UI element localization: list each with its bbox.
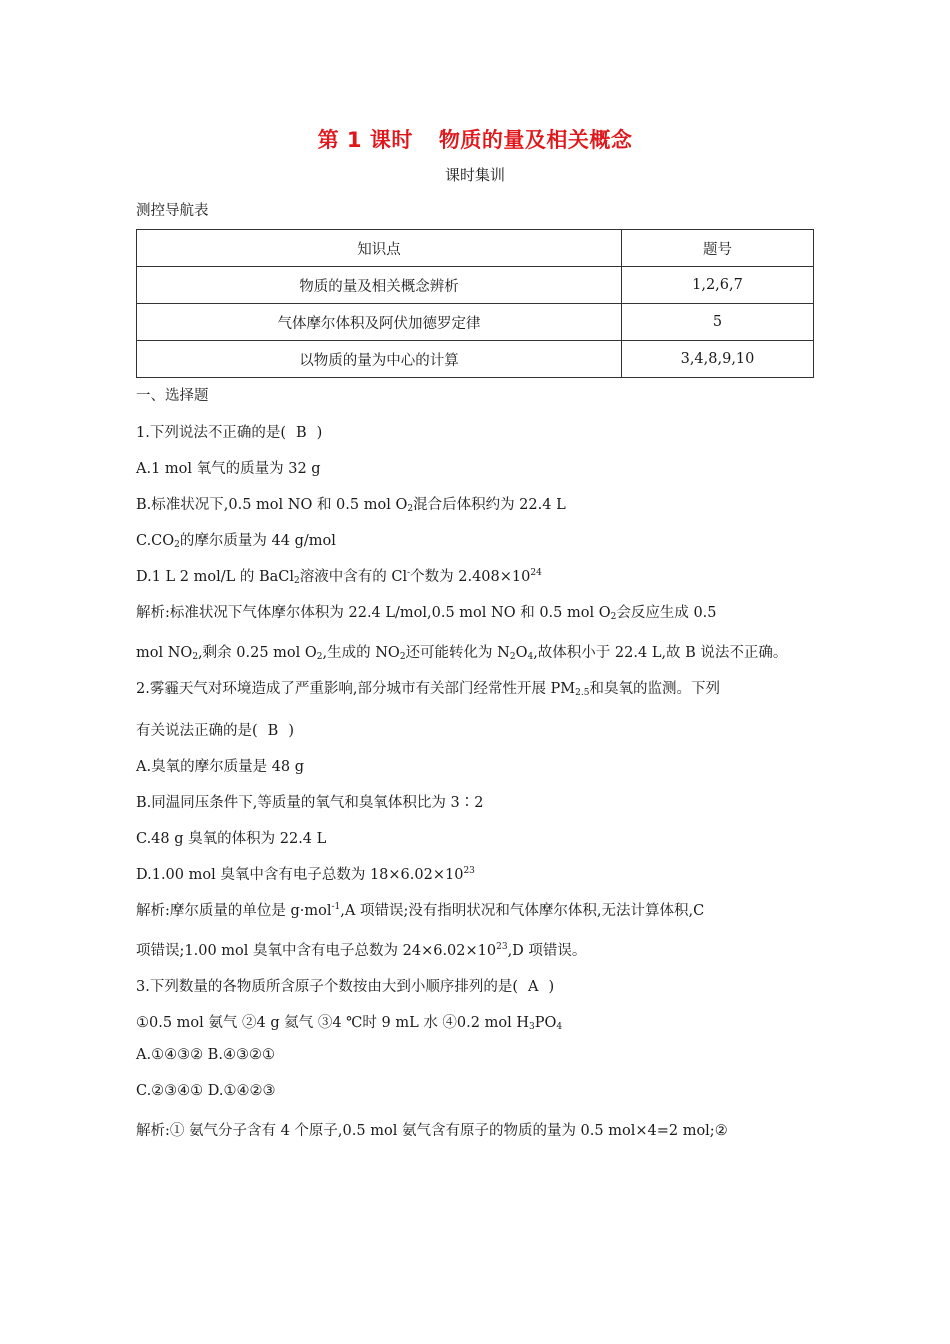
navigation-table xyxy=(136,229,814,378)
question-1-stem: 1.下列说法不正确的是( B ) xyxy=(136,425,323,441)
section-heading: 一、选择题 xyxy=(136,388,209,404)
question-3-items: ①0.5 mol 氨气 ②4 g 氦气 ③4 ℃时 9 mL 水 ④0.2 mol $H_3PO_4$ xyxy=(136,1015,563,1032)
question-3-answer: A xyxy=(528,979,539,995)
table-cell-number: 3,4,8,9,10 xyxy=(622,341,814,378)
question-3-options-ab: A.①④③② B.④③②① xyxy=(136,1047,275,1063)
table-cell-topic: 气体摩尔体积及阿伏加德罗定律 xyxy=(137,304,622,341)
question-3-stem: 3.下列数量的各物质所含原子个数按由大到小顺序排列的是( A ) xyxy=(136,979,555,995)
table-header-row xyxy=(137,230,814,267)
title-topic: 物质的量及相关概念 xyxy=(438,128,633,152)
table-cell-number: 5 xyxy=(622,304,814,341)
question-1-option-c: $C.CO_2$的摩尔质量为 44 g/mol xyxy=(136,533,336,550)
page-subtitle: 课时集训 xyxy=(444,166,505,184)
question-2-stem-line2: 有关说法正确的是( B ) xyxy=(136,723,294,739)
question-2-explanation-line1: 解析:摩尔质量的单位是 g·mol$^{-1}$,A 项错误;没有指明状况和气体摩尔体积,无法计算体积,C xyxy=(136,902,705,919)
page-title xyxy=(0,124,950,154)
question-1-answer: B xyxy=(296,425,307,441)
nav-table-label: 测控导航表 xyxy=(136,203,209,219)
question-1-explanation-line1: 解析:标准状况下气体摩尔体积为 22.4 L/mol,0.5 mol NO 和 0.5 mol $O_2$会反应生成 0.5 xyxy=(136,605,717,622)
table-row xyxy=(137,304,814,341)
question-2-stem-line1: 2.雾霾天气对环境造成了严重影响,部分城市有关部门经常性开展 $PM_{2.5}$和臭氧的监测。下列 xyxy=(136,681,720,698)
question-1-explanation-line2: mol $NO_2$,剩余 0.25 mol $O_2$,生成的 $NO_2$还可能转化为 $N_2O_4$,故体积小于 22.4 L,故 B 说法不正确。 xyxy=(136,645,788,662)
table-cell-number: 1,2,6,7 xyxy=(622,267,814,304)
question-3-explanation: 解析:① 氨气分子含有 4 个原子,0.5 mol 氨气含有原子的物质的量为 0.5 mol×4=2 mol;② xyxy=(136,1123,728,1139)
question-3-options-cd: C.②③④① D.①④②③ xyxy=(136,1083,276,1099)
question-2-explanation-line2: 项错误;1.00 mol 臭氧中含有电子总数为 $24\times 6.02\times 10^{23},D$ 项错误。 xyxy=(136,942,587,959)
question-2-option-d: D.1.00 mol 臭氧中含有电子总数为 $18\times 6.02\times 10^{23}$ xyxy=(136,866,475,883)
table-row xyxy=(137,267,814,304)
question-2-option-a: A.臭氧的摩尔质量是 48 g xyxy=(136,759,305,775)
question-1-option-b: B.标准状况下,0.5 mol NO 和 0.5 mol $O_2$混合后体积约为 22.4 L xyxy=(136,497,566,514)
question-2-option-c: C.48 g 臭氧的体积为 22.4 L xyxy=(136,831,327,847)
title-lesson: 第 1 课时 xyxy=(317,128,413,152)
table-row xyxy=(137,341,814,378)
question-1-option-a: A.1 mol 氧气的质量为 32 g xyxy=(136,461,321,477)
question-2-option-b: B.同温同压条件下,等质量的氧气和臭氧体积比为 3∶2 xyxy=(136,795,484,811)
table-cell-topic: 以物质的量为中心的计算 xyxy=(137,341,622,378)
table-cell-topic: 物质的量及相关概念辨析 xyxy=(137,267,622,304)
question-1-option-d: D.1 L 2 mol/L 的 BaCl$_2$溶液中含有的 Cl-个数为 $2.408\times 10^{24}$ xyxy=(136,568,542,586)
table-header-topic: 知识点 xyxy=(137,230,622,267)
table-header-number: 题号 xyxy=(622,230,814,267)
question-2-answer: B xyxy=(267,723,279,739)
